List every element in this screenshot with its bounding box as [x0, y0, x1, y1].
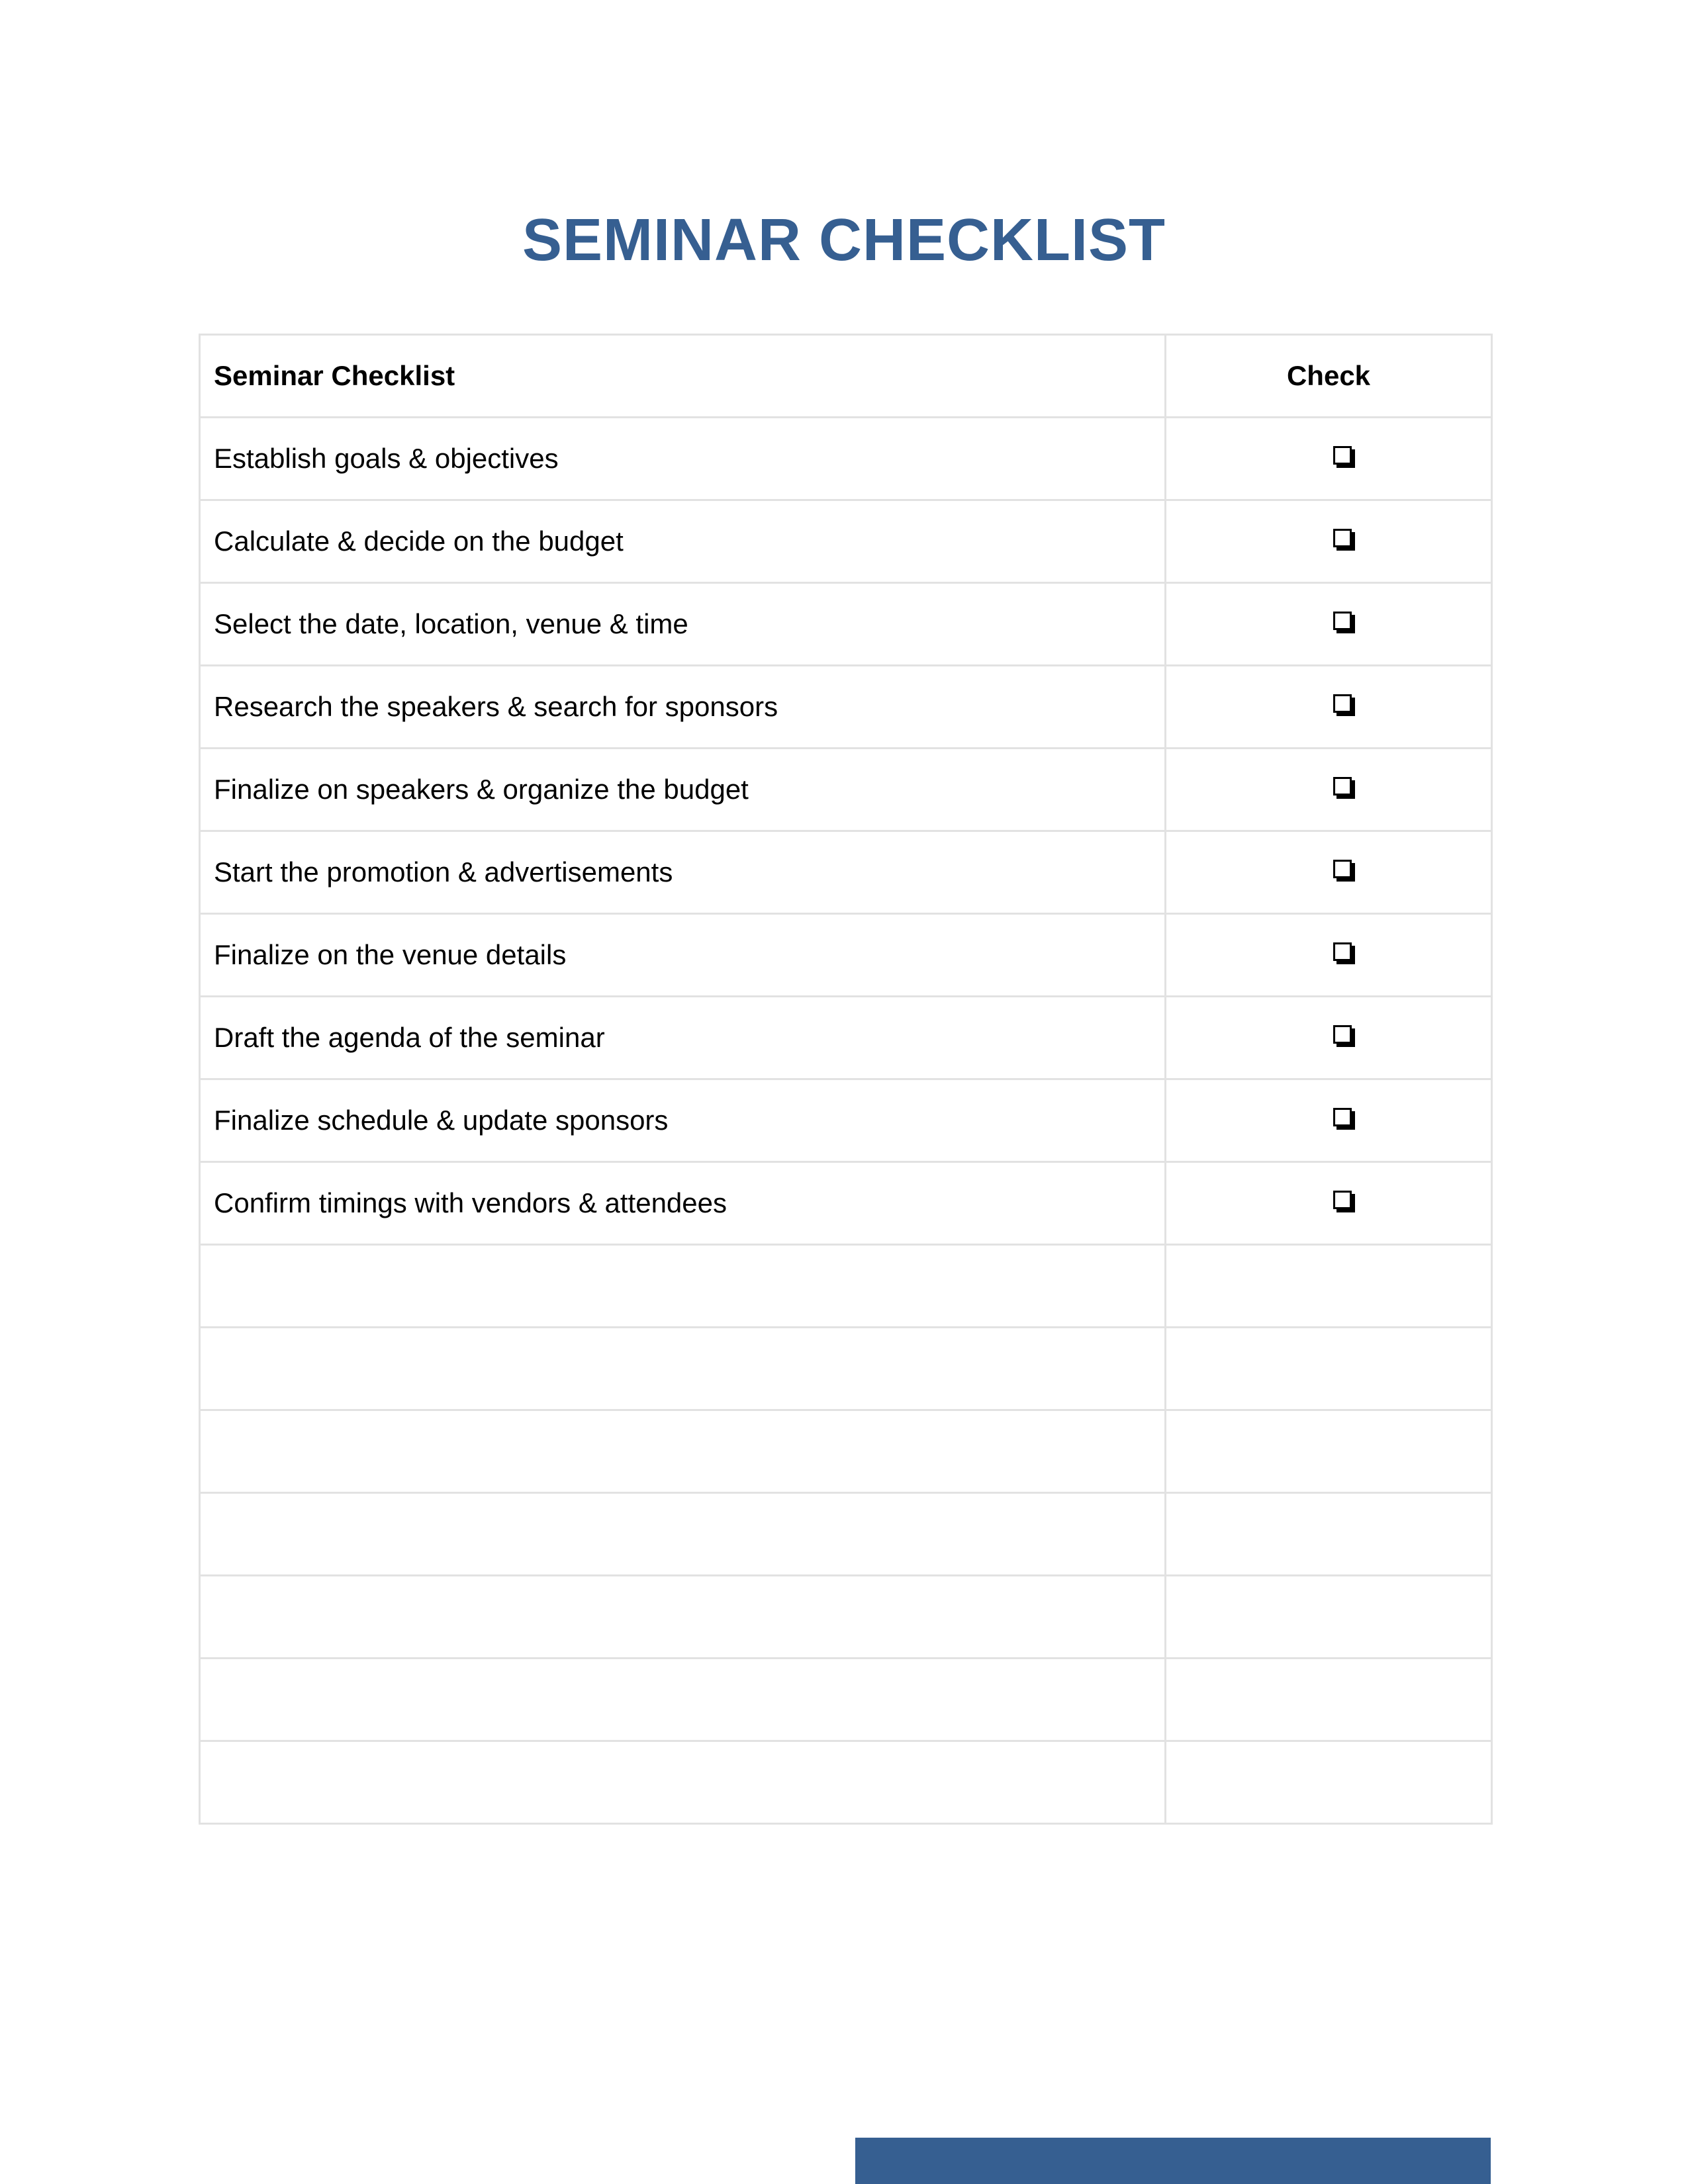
empty-check-cell[interactable]	[1166, 1576, 1492, 1659]
checkbox-icon[interactable]	[1333, 1191, 1352, 1209]
empty-task-cell[interactable]	[200, 1659, 1166, 1741]
empty-row	[200, 1659, 1492, 1741]
table-row	[200, 749, 1492, 831]
checkbox-icon[interactable]	[1333, 529, 1352, 547]
empty-row	[200, 1493, 1492, 1576]
check-cell	[1166, 1079, 1492, 1162]
empty-task-cell[interactable]	[200, 1328, 1166, 1410]
task-label: Calculate & decide on the budget	[200, 500, 1166, 583]
checkbox-icon[interactable]	[1333, 612, 1352, 630]
empty-row	[200, 1245, 1492, 1328]
checkbox-icon[interactable]	[1333, 1025, 1352, 1044]
check-cell	[1166, 749, 1492, 831]
table-row	[200, 1079, 1492, 1162]
table-row	[200, 666, 1492, 749]
empty-row	[200, 1741, 1492, 1824]
header-check: Check	[1166, 335, 1492, 418]
empty-row	[200, 1410, 1492, 1493]
table-row	[200, 500, 1492, 583]
empty-row	[200, 1328, 1492, 1410]
header-task: Seminar Checklist	[200, 335, 1166, 418]
check-cell	[1166, 914, 1492, 997]
table-header-row	[200, 335, 1492, 418]
check-cell	[1166, 997, 1492, 1079]
check-cell	[1166, 1162, 1492, 1245]
page-title: SEMINAR CHECKLIST	[522, 207, 1166, 273]
empty-check-cell[interactable]	[1166, 1328, 1492, 1410]
checklist-table	[199, 334, 1493, 1825]
checkbox-icon[interactable]	[1333, 1108, 1352, 1126]
task-label: Finalize on speakers & organize the budget	[200, 749, 1166, 831]
table-row	[200, 831, 1492, 914]
check-cell	[1166, 418, 1492, 500]
task-label: Start the promotion & advertisements	[200, 831, 1166, 914]
empty-task-cell[interactable]	[200, 1576, 1166, 1659]
table-row	[200, 997, 1492, 1079]
task-label: Finalize on the venue details	[200, 914, 1166, 997]
task-label: Establish goals & objectives	[200, 418, 1166, 500]
checkbox-icon[interactable]	[1333, 694, 1352, 713]
empty-task-cell[interactable]	[200, 1245, 1166, 1328]
empty-check-cell[interactable]	[1166, 1493, 1492, 1576]
empty-task-cell[interactable]	[200, 1741, 1166, 1824]
table-row	[200, 914, 1492, 997]
task-label: Research the speakers & search for sponsors	[200, 666, 1166, 749]
table-row	[200, 1162, 1492, 1245]
empty-check-cell[interactable]	[1166, 1410, 1492, 1493]
empty-row	[200, 1576, 1492, 1659]
task-label: Draft the agenda of the seminar	[200, 997, 1166, 1079]
checkbox-icon[interactable]	[1333, 446, 1352, 465]
task-label: Finalize schedule & update sponsors	[200, 1079, 1166, 1162]
check-cell	[1166, 583, 1492, 666]
checkbox-icon[interactable]	[1333, 942, 1352, 961]
checkbox-icon[interactable]	[1333, 777, 1352, 796]
footer-accent-bar	[855, 2138, 1491, 2184]
table-row	[200, 583, 1492, 666]
table-row	[200, 418, 1492, 500]
checklist-body	[200, 418, 1492, 1824]
task-label: Select the date, location, venue & time	[200, 583, 1166, 666]
empty-check-cell[interactable]	[1166, 1245, 1492, 1328]
checkbox-icon[interactable]	[1333, 860, 1352, 878]
empty-check-cell[interactable]	[1166, 1659, 1492, 1741]
check-cell	[1166, 666, 1492, 749]
check-cell	[1166, 500, 1492, 583]
task-label: Confirm timings with vendors & attendees	[200, 1162, 1166, 1245]
empty-task-cell[interactable]	[200, 1493, 1166, 1576]
empty-task-cell[interactable]	[200, 1410, 1166, 1493]
check-cell	[1166, 831, 1492, 914]
empty-check-cell[interactable]	[1166, 1741, 1492, 1824]
